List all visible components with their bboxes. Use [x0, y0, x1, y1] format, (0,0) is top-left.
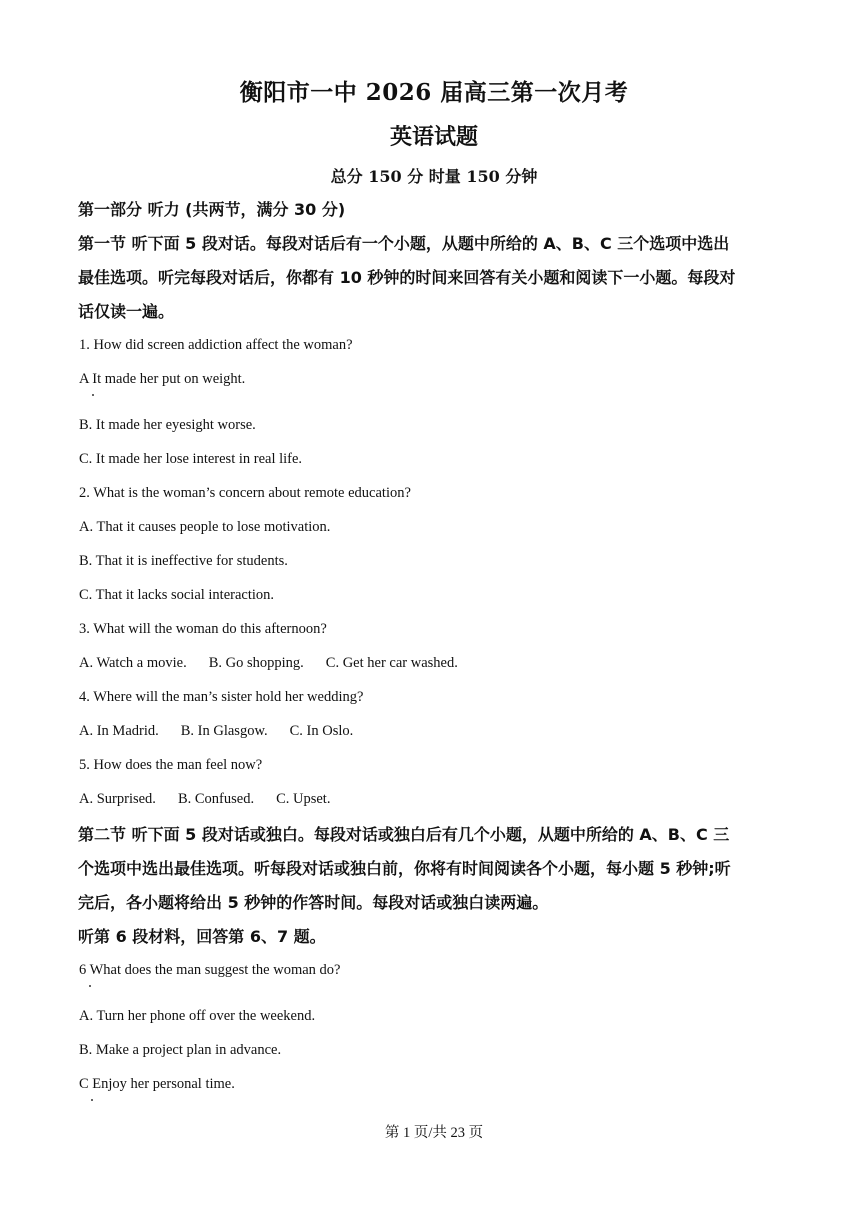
- material-6-heading: 听第 6 段材料，回答第 6、7 题。: [78, 927, 326, 946]
- question-1-option-c: C. It made her lose interest in real life.: [79, 451, 303, 467]
- section1-instructions: [78, 227, 798, 329]
- question-3-option-b: B. Go shopping.: [208, 655, 304, 671]
- question-5-option-c: C. Upset.: [276, 791, 331, 807]
- question-3-option-a: A. Watch a movie.: [79, 655, 187, 671]
- instruction-line: 完后，各小题将给出 5 秒钟的作答时间。每段对话或独白读两遍。: [78, 893, 549, 912]
- question-4-option-c: C. In Oslo.: [289, 723, 354, 739]
- scan-dot: [89, 985, 91, 987]
- instruction-line: 最佳选项。听完每段对话后，你都有 10 秒钟的时间来回答有关小题和阅读下一小题。每段对: [78, 268, 736, 287]
- question-4-option-b: B. In Glasgow.: [180, 723, 268, 739]
- question-4-options: [79, 723, 353, 740]
- question-1: 1. How did screen addiction affect the woman?: [79, 337, 353, 353]
- question-6-option-b: B. Make a project plan in advance.: [79, 1042, 282, 1058]
- question-5-option-b: B. Confused.: [177, 791, 255, 807]
- question-3-option-c: C. Get her car washed.: [325, 655, 458, 671]
- question-6-option-a: A. Turn her phone off over the weekend.: [79, 1008, 316, 1024]
- question-6: 6 What does the man suggest the woman do?: [79, 962, 341, 978]
- question-4-option-a: A. In Madrid.: [79, 723, 159, 739]
- question-1-option-a: A It made her put on weight.: [79, 371, 246, 387]
- score-info: 总分 150 分 时量 150 分钟: [330, 167, 538, 186]
- scan-dot: [91, 1099, 93, 1101]
- question-1-option-b: B. It made her eyesight worse.: [79, 417, 256, 433]
- page-footer: 第 1 页/共 23 页: [384, 1125, 484, 1141]
- question-2-option-b: B. That it is ineffective for students.: [79, 553, 288, 569]
- question-3: 3. What will the woman do this afternoon?: [79, 621, 327, 637]
- question-5: 5. How does the man feel now?: [79, 757, 263, 773]
- exam-subject: 英语试题: [389, 124, 478, 150]
- section2-instructions: [78, 818, 798, 920]
- instruction-line: 个选项中选出最佳选项。听每段对话或独白前，你将有时间阅读各个小题，每小题 5 秒钟;听: [78, 859, 731, 878]
- question-2-option-c: C. That it lacks social interaction.: [79, 587, 275, 603]
- question-4: 4. Where will the man’s sister hold her wedding?: [79, 689, 364, 705]
- question-6-option-c: C Enjoy her personal time.: [79, 1076, 235, 1092]
- question-3-options: [79, 655, 458, 672]
- question-5-option-a: A. Surprised.: [79, 791, 156, 807]
- instruction-line: 第二节 听下面 5 段对话或独白。每段对话或独白后有几个小题，从题中所给的 A、B、C 三: [78, 825, 730, 844]
- question-2: 2. What is the woman’s concern about remote education?: [79, 485, 411, 501]
- part1-heading: 第一部分 听力 (共两节，满分 30 分): [78, 200, 346, 219]
- question-2-option-a: A. That it causes people to lose motivation.: [79, 519, 331, 535]
- scan-dot: [92, 394, 94, 396]
- instruction-line: 话仅读一遍。: [78, 302, 175, 321]
- instruction-line: 第一节 听下面 5 段对话。每段对话后有一个小题，从题中所给的 A、B、C 三个选项中选出: [78, 234, 730, 253]
- question-5-options: [79, 791, 330, 808]
- exam-title: 衡阳市一中 2026 届高三第一次月考: [239, 79, 629, 106]
